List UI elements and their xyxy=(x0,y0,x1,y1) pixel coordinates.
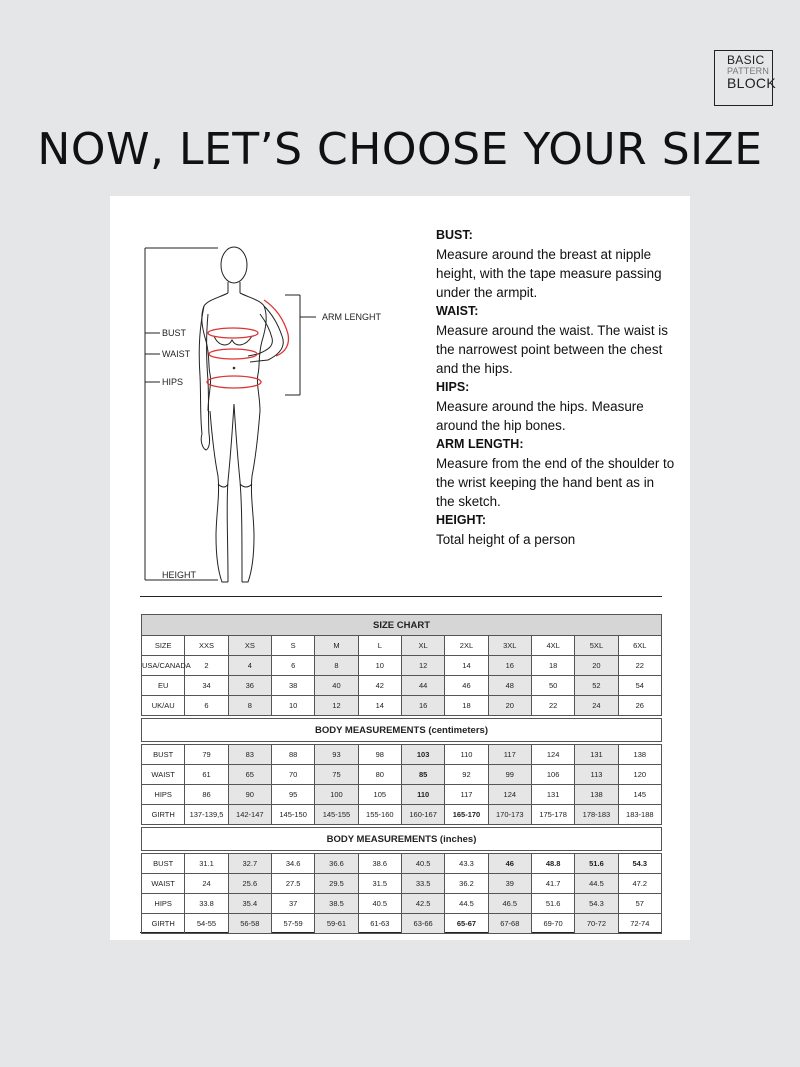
table-cell: 14 xyxy=(358,696,401,716)
table-cell: L xyxy=(358,636,401,656)
cm-girth-row xyxy=(142,805,662,825)
size-chart-title xyxy=(142,615,662,636)
table-cell: 65-67 xyxy=(445,914,488,934)
size-chart-table xyxy=(141,614,662,934)
table-cell: 51.6 xyxy=(531,894,574,914)
row-label: UK/AU xyxy=(142,696,185,716)
in-bust-row xyxy=(142,854,662,874)
inch-section-title-cell: BODY MEASUREMENTS (inches) xyxy=(142,828,662,851)
table-cell: 4XL xyxy=(531,636,574,656)
table-cell: 54 xyxy=(618,676,661,696)
size-row xyxy=(142,636,662,656)
table-cell: 63-66 xyxy=(401,914,444,934)
body-measurement-figure xyxy=(110,196,430,596)
table-cell: 67-68 xyxy=(488,914,531,934)
table-cell: 100 xyxy=(315,785,358,805)
table-cell: 75 xyxy=(315,765,358,785)
table-cell: 51.6 xyxy=(575,854,618,874)
row-label: HIPS xyxy=(142,894,185,914)
table-cell: 14 xyxy=(445,656,488,676)
table-cell: 18 xyxy=(531,656,574,676)
table-cell: 34 xyxy=(185,676,228,696)
table-cell: 95 xyxy=(271,785,314,805)
table-cell: 6XL xyxy=(618,636,661,656)
table-cell: 54.3 xyxy=(575,894,618,914)
table-cell: 90 xyxy=(228,785,271,805)
table-cell: 170-173 xyxy=(488,805,531,825)
table-cell: 34.6 xyxy=(271,854,314,874)
table-cell: 12 xyxy=(315,696,358,716)
table-cell: 22 xyxy=(618,656,661,676)
table-cell: 16 xyxy=(488,656,531,676)
table-cell: 2 xyxy=(185,656,228,676)
waist-instruction: Measure around the waist. The waist is the narrowest point between the chest and the hips. xyxy=(436,323,668,376)
table-cell: 12 xyxy=(401,656,444,676)
table-cell: 103 xyxy=(401,745,444,765)
table-cell: 42.5 xyxy=(401,894,444,914)
table-cell: 44 xyxy=(401,676,444,696)
table-cell: 24 xyxy=(185,874,228,894)
uk-au-row xyxy=(142,696,662,716)
table-cell: 80 xyxy=(358,765,401,785)
table-cell: 85 xyxy=(401,765,444,785)
table-cell: 145 xyxy=(618,785,661,805)
table-cell: 106 xyxy=(531,765,574,785)
table-cell: 124 xyxy=(531,745,574,765)
eu-row xyxy=(142,676,662,696)
table-cell: 145-155 xyxy=(315,805,358,825)
table-cell: 131 xyxy=(531,785,574,805)
table-cell: 36 xyxy=(228,676,271,696)
table-cell: 178-183 xyxy=(575,805,618,825)
hips-label: HIPS xyxy=(162,377,184,387)
row-label: EU xyxy=(142,676,185,696)
table-cell: 47.2 xyxy=(618,874,661,894)
cm-waist-row xyxy=(142,765,662,785)
table-cell: 46 xyxy=(488,854,531,874)
table-cell: 31.1 xyxy=(185,854,228,874)
height-label: HEIGHT xyxy=(162,570,197,580)
cm-section-title-cell: BODY MEASUREMENTS (centimeters) xyxy=(142,719,662,742)
row-label: USA/CANADA xyxy=(142,656,185,676)
table-cell: 138 xyxy=(575,785,618,805)
table-cell: 2XL xyxy=(445,636,488,656)
table-cell: 79 xyxy=(185,745,228,765)
table-cell: 32.7 xyxy=(228,854,271,874)
table-cell: 44.5 xyxy=(575,874,618,894)
table-cell: 46.5 xyxy=(488,894,531,914)
table-cell: 61-63 xyxy=(358,914,401,934)
height-instruction: Total height of a person xyxy=(436,532,576,547)
bust-instruction: Measure around the breast at nipple height, with the tape measure passing under the armpit. xyxy=(436,247,662,300)
table-cell: 88 xyxy=(271,745,314,765)
measurement-instructions xyxy=(436,226,676,549)
table-cell: 38.5 xyxy=(315,894,358,914)
table-cell: 20 xyxy=(575,656,618,676)
in-hips-row xyxy=(142,894,662,914)
table-cell: 124 xyxy=(488,785,531,805)
table-cell: 83 xyxy=(228,745,271,765)
bust-heading: BUST: xyxy=(436,228,473,242)
table-cell: 37 xyxy=(271,894,314,914)
table-cell: 175-178 xyxy=(531,805,574,825)
table-cell: 10 xyxy=(358,656,401,676)
table-cell: 50 xyxy=(531,676,574,696)
table-cell: 160-167 xyxy=(401,805,444,825)
size-chart-title-cell: SIZE CHART xyxy=(142,615,662,636)
brand-logo xyxy=(714,50,776,106)
hips-instruction: Measure around the hips. Measure around the hip bones. xyxy=(436,399,644,433)
inch-section-title xyxy=(142,828,662,851)
in-waist-row xyxy=(142,874,662,894)
table-cell: 40 xyxy=(315,676,358,696)
table-cell: 110 xyxy=(445,745,488,765)
table-cell: 131 xyxy=(575,745,618,765)
row-label: WAIST xyxy=(142,765,185,785)
table-cell: 57 xyxy=(618,894,661,914)
table-cell: M xyxy=(315,636,358,656)
table-cell: 3XL xyxy=(488,636,531,656)
logo-line-basic: BASIC xyxy=(727,53,765,67)
table-cell: 22 xyxy=(531,696,574,716)
table-cell: 98 xyxy=(358,745,401,765)
divider-top xyxy=(140,596,662,597)
table-cell: 142-147 xyxy=(228,805,271,825)
hips-heading: HIPS: xyxy=(436,380,470,394)
waist-label: WAIST xyxy=(162,349,191,359)
table-cell: 56-58 xyxy=(228,914,271,934)
table-cell: 33.5 xyxy=(401,874,444,894)
table-cell: 20 xyxy=(488,696,531,716)
table-cell: 113 xyxy=(575,765,618,785)
table-cell: 72-74 xyxy=(618,914,661,934)
table-cell: 5XL xyxy=(575,636,618,656)
table-cell: 99 xyxy=(488,765,531,785)
logo-line-pattern: PATTERN xyxy=(727,66,770,76)
table-cell: 137-139,5 xyxy=(185,805,228,825)
row-label: SIZE xyxy=(142,636,185,656)
table-cell: 46 xyxy=(445,676,488,696)
table-cell: 93 xyxy=(315,745,358,765)
table-cell: 86 xyxy=(185,785,228,805)
arm-length-heading: ARM LENGTH: xyxy=(436,437,524,451)
table-cell: 8 xyxy=(315,656,358,676)
table-cell: 8 xyxy=(228,696,271,716)
table-cell: 165-170 xyxy=(445,805,488,825)
table-cell: 40.5 xyxy=(358,894,401,914)
table-cell: 26 xyxy=(618,696,661,716)
table-cell: 145-150 xyxy=(271,805,314,825)
cm-bust-row xyxy=(142,745,662,765)
table-cell: 48.8 xyxy=(531,854,574,874)
table-cell: 36.6 xyxy=(315,854,358,874)
row-label: BUST xyxy=(142,854,185,874)
table-cell: XS xyxy=(228,636,271,656)
table-cell: 138 xyxy=(618,745,661,765)
in-girth-row xyxy=(142,914,662,934)
table-cell: 48 xyxy=(488,676,531,696)
logo-line-block: BLOCK xyxy=(727,75,776,91)
table-cell: 61 xyxy=(185,765,228,785)
table-cell: 6 xyxy=(185,696,228,716)
table-cell: 24 xyxy=(575,696,618,716)
table-cell: 155-160 xyxy=(358,805,401,825)
table-cell: 54.3 xyxy=(618,854,661,874)
table-cell: 42 xyxy=(358,676,401,696)
row-label: BUST xyxy=(142,745,185,765)
table-cell: 4 xyxy=(228,656,271,676)
table-cell: 33.8 xyxy=(185,894,228,914)
table-cell: 6 xyxy=(271,656,314,676)
table-cell: 110 xyxy=(401,785,444,805)
table-cell: 35.4 xyxy=(228,894,271,914)
size-guide-card xyxy=(110,196,690,940)
table-cell: 120 xyxy=(618,765,661,785)
height-heading: HEIGHT: xyxy=(436,513,486,527)
table-cell: 41.7 xyxy=(531,874,574,894)
usa-canada-row xyxy=(142,656,662,676)
row-label: WAIST xyxy=(142,874,185,894)
table-cell: 70-72 xyxy=(575,914,618,934)
table-cell: 65 xyxy=(228,765,271,785)
table-cell: 39 xyxy=(488,874,531,894)
table-cell: 29.5 xyxy=(315,874,358,894)
table-cell: 38.6 xyxy=(358,854,401,874)
row-label: GIRTH xyxy=(142,914,185,934)
table-cell: 40.5 xyxy=(401,854,444,874)
table-cell: XXS xyxy=(185,636,228,656)
page-title: NOW, LET’S CHOOSE YOUR SIZE xyxy=(37,124,763,175)
table-cell: 59-61 xyxy=(315,914,358,934)
table-cell: 57-59 xyxy=(271,914,314,934)
arm-length-label: ARM LENGHT xyxy=(322,312,382,322)
arm-length-instruction: Measure from the end of the shoulder to the wrist keeping the hand bent as in the sketch. xyxy=(436,456,675,509)
table-cell: S xyxy=(271,636,314,656)
table-cell: 117 xyxy=(488,745,531,765)
table-cell: 38 xyxy=(271,676,314,696)
table-cell: 36.2 xyxy=(445,874,488,894)
table-cell: XL xyxy=(401,636,444,656)
table-cell: 54-55 xyxy=(185,914,228,934)
table-cell: 52 xyxy=(575,676,618,696)
table-cell: 27.5 xyxy=(271,874,314,894)
table-cell: 25.6 xyxy=(228,874,271,894)
table-cell: 117 xyxy=(445,785,488,805)
waist-heading: WAIST: xyxy=(436,304,479,318)
table-cell: 31.5 xyxy=(358,874,401,894)
bust-label: BUST xyxy=(162,328,187,338)
table-cell: 10 xyxy=(271,696,314,716)
row-label: HIPS xyxy=(142,785,185,805)
table-cell: 69-70 xyxy=(531,914,574,934)
table-cell: 92 xyxy=(445,765,488,785)
table-cell: 70 xyxy=(271,765,314,785)
table-cell: 43.3 xyxy=(445,854,488,874)
table-cell: 183-188 xyxy=(618,805,661,825)
cm-hips-row xyxy=(142,785,662,805)
cm-section-title xyxy=(142,719,662,742)
table-cell: 18 xyxy=(445,696,488,716)
table-cell: 105 xyxy=(358,785,401,805)
table-cell: 44.5 xyxy=(445,894,488,914)
row-label: GIRTH xyxy=(142,805,185,825)
table-cell: 16 xyxy=(401,696,444,716)
